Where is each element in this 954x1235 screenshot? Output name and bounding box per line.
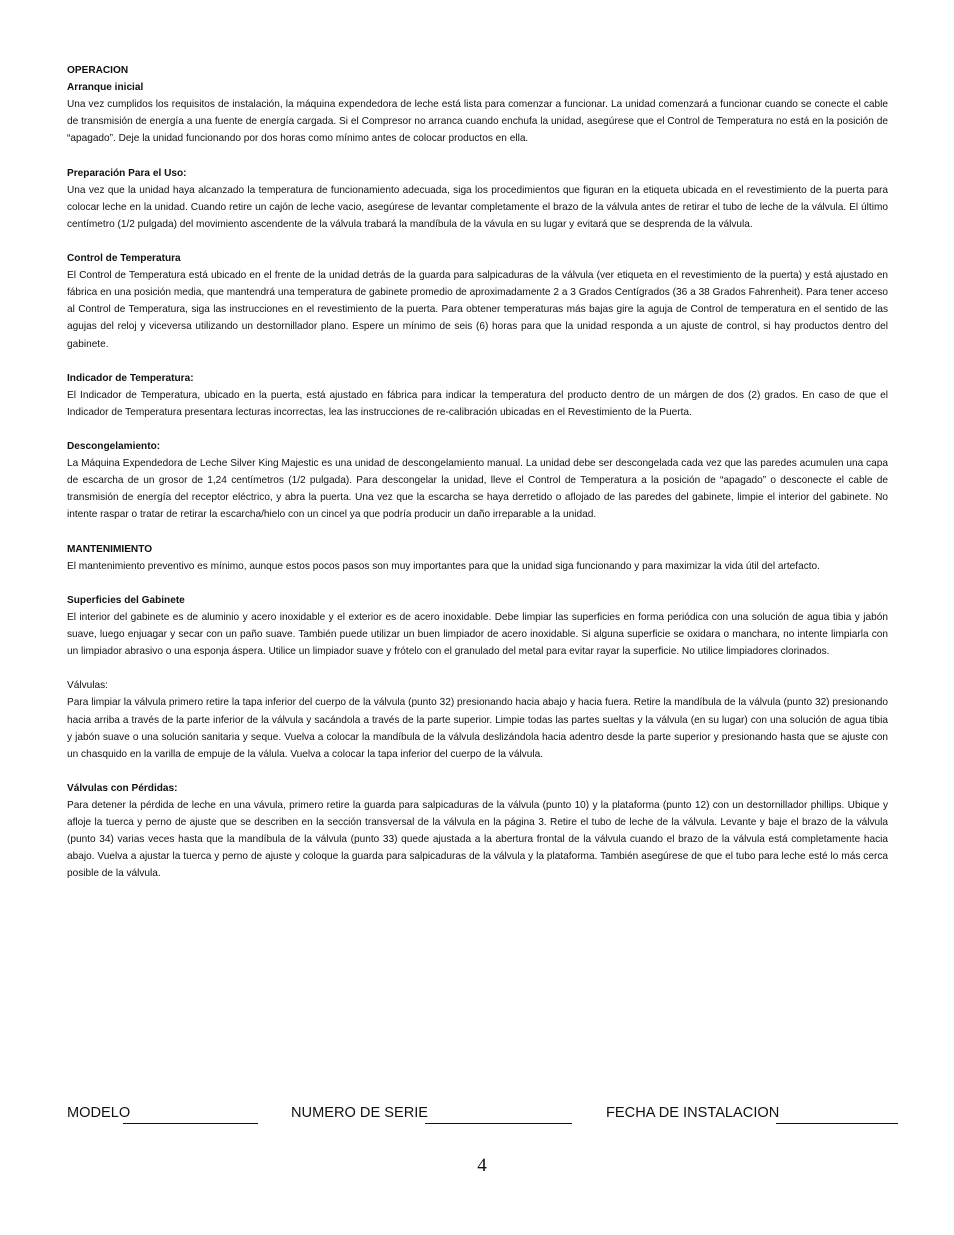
section-heading: Preparación Para el Uso: [67, 167, 187, 179]
section-valvulas [67, 677, 888, 762]
section-body: Una vez cumplidos los requisitos de instalación, la máquina expendedora de leche está lista para comenzar a funcionar. La unidad comenzará a funcionar cuando se conecte el cable de transmisión de energía a una fuente de energía cargada. Si el Compresor no arranca cuando enchufa la unidad, asegúrese que el Control de Temperatura no está en la posición de “apagado”. Deje la unidad funcionando por dos horas como mínimo antes de colocar productos en ella. [67, 99, 888, 145]
section-heading: Superficies del Gabinete [67, 594, 185, 606]
section-indicador-temperatura [67, 370, 888, 421]
section-heading: Indicador de Temperatura: [67, 372, 194, 384]
manual-content [67, 62, 888, 900]
section-mantenimiento [67, 541, 888, 575]
install-date-blank-line [776, 1123, 898, 1124]
section-heading: MANTENIMIENTO [67, 543, 153, 555]
section-body: El Control de Temperatura está ubicado en el frente de la unidad detrás de la guarda para salpicaduras de la válvula (ver etiqueta en el revestimiento de la puerta) y está ajustado en fábrica en una posición media, que mantendrá una temperatura de gabinete promedio de aproximadamente 2 a 3 Grados Centígrados (36 a 38 Grados Fahrenheit). Para tener acceso al Control de Temperatura, siga las instrucciones en el revestimiento de la puerta. Para obtener temperaturas más bajas gire la aguja de Control de temperatura en el sentido de las agujas del reloj y viceversa utilizando un destornillador plano. Espere un mínimo de seis (6) horas para que la unidad responda a un ajuste de control, si hay productos dentro del gabinete. [67, 270, 888, 350]
section-control-temperatura [67, 250, 888, 353]
section-subheading: Arranque inicial [67, 82, 144, 94]
section-heading: Descongelamiento: [67, 441, 161, 453]
section-valvulas-perdidas [67, 780, 888, 883]
section-body: El interior del gabinete es de aluminio y acero inoxidable y el exterior es de acero inoxidable. Debe limpiar las superficies en forma periódica con una solución de agua tibia y jabón suave, luego enjuagar y secar con un paño suave. También puede utilizar un buen limpiador de acero inoxidable. Si alguna superficie se oxidara o manchara, no intente limpiarla con un limpiador abrasivo o una esponja áspera. Utilice un limpiador suave y frótelo con el granulado del metal para evitar rayar la superficie. No utilice limpiadores clorinados. [67, 612, 888, 658]
section-body: El mantenimiento preventivo es mínimo, aunque estos pocos pasos son muy importantes para que la unidad siga funcionando y para maximizar la vida útil del artefacto. [67, 560, 820, 572]
section-body: Para detener la pérdida de leche en una vávula, primero retire la guarda para salpicaduras de la válvula (punto 10) y la plataforma (punto 12) con un destornillador phillips. Ubique y afloje la tuerca y perno de ajuste que se describen en la sección transversal de la válvula en la página 3. Retire el tubo de leche de la válvula. Levante y baje el brazo de la válvula (punto 34) varias veces hasta que la mandíbula de la válvula (punto 33) quede ajustada a la abertura frontal de la válvula cuando el brazo de la válvula está completamente hacia abajo. Vuelva a ajustar la tuerca y perno de ajuste y coloque la guarda para salpicaduras de la válvula y la plataforma. También asegúrese de que el tubo para leche esté lo más cerca posible de la válvula. [67, 800, 888, 880]
install-date-label: FECHA DE INSTALACION [606, 1105, 780, 1121]
section-body: El Indicador de Temperatura, ubicado en la puerta, está ajustado en fábrica para indicar la temperatura del producto dentro de un márgen de dos (2) grados. En caso de que el Indicador de Temperatura presentara lecturas incorrectas, lea las instrucciones de re-calibración ubicadas en el Revestimiento de la Puerta. [67, 389, 888, 418]
section-descongelamiento [67, 438, 888, 523]
section-superficies [67, 592, 888, 660]
model-label: MODELO [67, 1105, 131, 1121]
model-blank-line [123, 1123, 258, 1124]
section-operacion [67, 62, 888, 147]
section-preparacion [67, 165, 888, 233]
install-date-field [606, 1103, 779, 1123]
serial-blank-line [425, 1123, 572, 1124]
section-heading: Válvulas con Pérdidas: [67, 782, 178, 794]
section-body: La Máquina Expendedora de Leche Silver King Majestic es una unidad de descongelamiento manual. La unidad debe ser descongelada cada vez que las paredes acumulen una capa de escarcha de un grosor de 1,24 centímetros (1/2 pulgada). Para descongelar la unidad, lleve el Control de Temperatura a la posición de “apagado” o desconecte el cable de transmisión de energía del receptor eléctrico, y abra la puerta. Una vez que la escarcha se haya derretido o aflojado de las paredes del gabinete, limpie el interior del gabinete. No intente raspar o tratar de retirar la escarcha/hielo con un cincel ya que podría producir un daño irreparable a la unidad. [67, 458, 888, 521]
page-number: 4 [477, 1155, 487, 1176]
model-field [67, 1103, 130, 1123]
section-heading: Válvulas: [67, 680, 108, 692]
serial-label: NUMERO DE SERIE [291, 1105, 429, 1121]
section-body: Una vez que la unidad haya alcanzado la temperatura de funcionamiento adecuada, siga los procedimientos que figuran en la etiqueta ubicada en el revestimiento de la puerta para colocar leche en la unidad. Cuando retire un cajón de leche vacio, asegúrese de levantar completamente el brazo de la válvula antes de retirar el tubo de leche de la válvula. El último centímetro (1/2 pulgada) del movimiento ascendente de la válvula trabará la mandíbula de la vávula en su lugar y evitará que se desprenda de la válvula. [67, 184, 888, 230]
serial-field [291, 1103, 428, 1123]
section-heading: Control de Temperatura [67, 253, 181, 265]
section-body: Para limpiar la válvula primero retire la tapa inferior del cuerpo de la válvula (punto 32) presionando hacia abajo y hacia fuera. Retire la mandíbula de la válvula (punto 32) presionando hacia arriba a través de la parte inferior de la válvula y sacándola a través de la parte superior. Limpie todas las partes sueltas y la válvula (en su lugar) con una solución de agua tibia y jabón suave o una solución sanitaria y seque. Vuelva a colocar la mandíbula de la válvula deslizándola hacia adentro desde la parte superior y presionando hasta que se ajuste con un chasquido en la varilla de empuje de la válula. Vuelva a colocar la tapa inferior del cuerpo de la válvula. [67, 697, 888, 760]
registration-footer [67, 1103, 898, 1125]
section-heading: OPERACION [67, 65, 129, 76]
